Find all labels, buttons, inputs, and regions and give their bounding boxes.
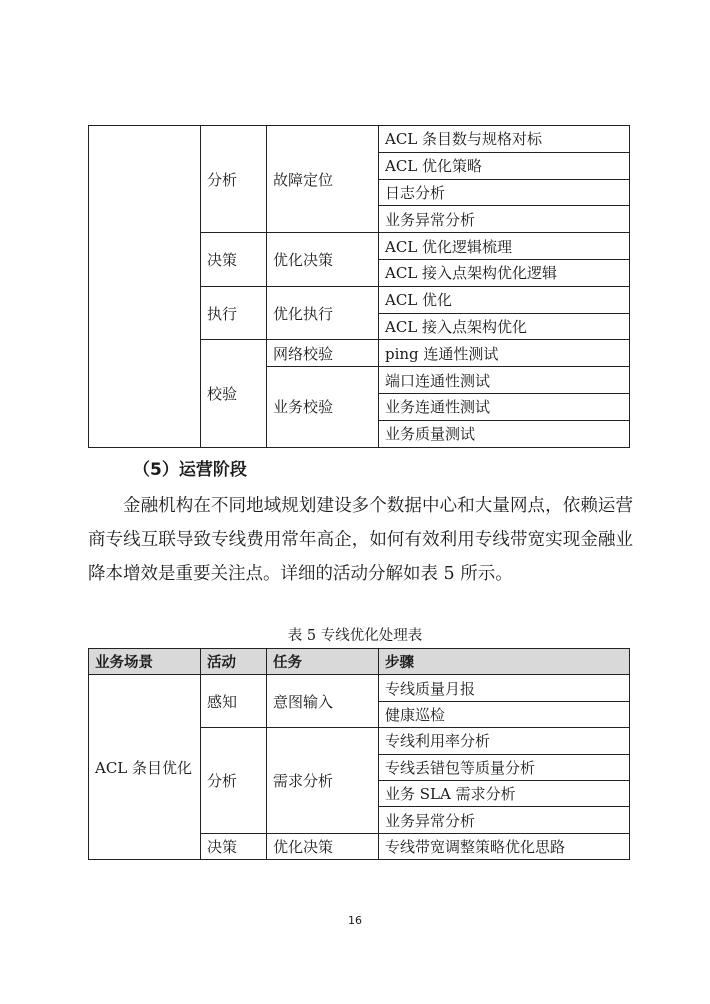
phase-cell: 执行 <box>201 286 267 340</box>
table-row <box>89 675 630 701</box>
task-cell: 网络校验 <box>267 340 379 367</box>
task-cell: 需求分析 <box>267 728 379 834</box>
task-cell: 故障定位 <box>267 126 379 233</box>
task-cell: 优化执行 <box>267 286 379 340</box>
task-cell: 业务校验 <box>267 367 379 447</box>
top-continuation-table <box>88 125 630 448</box>
step-cell: ping 连通性测试 <box>379 340 630 367</box>
step-cell: 业务异常分析 <box>379 206 630 233</box>
step-cell: ACL 优化策略 <box>379 152 630 179</box>
step-cell: ACL 优化 <box>379 286 630 313</box>
table-header-row <box>89 649 630 675</box>
step-cell: 专线利用率分析 <box>379 728 630 754</box>
scenario-cell-empty <box>89 126 201 448</box>
step-cell: 专线带宽调整策略优化思路 <box>379 833 630 859</box>
page-number: 16 <box>348 914 362 927</box>
step-cell: ACL 接入点架构优化 <box>379 313 630 340</box>
phase-cell: 分析 <box>201 126 267 233</box>
scenario-cell: ACL 条目优化 <box>89 675 201 860</box>
activity-cell: 感知 <box>201 675 267 728</box>
step-cell: 专线质量月报 <box>379 675 630 701</box>
line-optimization-table <box>88 648 630 860</box>
step-cell: 业务连通性测试 <box>379 393 630 420</box>
step-cell: 端口连通性测试 <box>379 367 630 394</box>
step-cell: 日志分析 <box>379 179 630 206</box>
activity-cell: 决策 <box>201 833 267 859</box>
step-cell: 业务异常分析 <box>379 807 630 833</box>
body-paragraph: 金融机构在不同地域规划建设多个数据中心和大量网点，依赖运营商专线互联导致专线费用常年高企，如何有效利用专线带宽实现金融业降本增效是重要关注点。详细的活动分解如表 5 所示。 <box>88 496 633 584</box>
phase-cell: 校验 <box>201 340 267 447</box>
step-cell: 健康巡检 <box>379 701 630 727</box>
phase-cell: 决策 <box>201 233 267 287</box>
step-cell: ACL 条目数与规格对标 <box>379 126 630 153</box>
column-header: 任务 <box>267 649 379 675</box>
section-heading: （5）运营阶段 <box>133 460 247 480</box>
step-cell: 业务质量测试 <box>379 420 630 447</box>
step-cell: 专线丢错包等质量分析 <box>379 754 630 780</box>
step-cell: ACL 接入点架构优化逻辑 <box>379 259 630 286</box>
task-cell: 优化决策 <box>267 233 379 287</box>
column-header: 活动 <box>201 649 267 675</box>
step-cell: 业务 SLA 需求分析 <box>379 780 630 806</box>
table-row <box>89 126 630 153</box>
task-cell: 优化决策 <box>267 833 379 859</box>
table-caption: 表 5 专线优化处理表 <box>287 628 423 644</box>
step-cell: ACL 优化逻辑梳理 <box>379 233 630 260</box>
task-cell: 意图输入 <box>267 675 379 728</box>
column-header: 步骤 <box>379 649 630 675</box>
activity-cell: 分析 <box>201 728 267 834</box>
column-header: 业务场景 <box>89 649 201 675</box>
